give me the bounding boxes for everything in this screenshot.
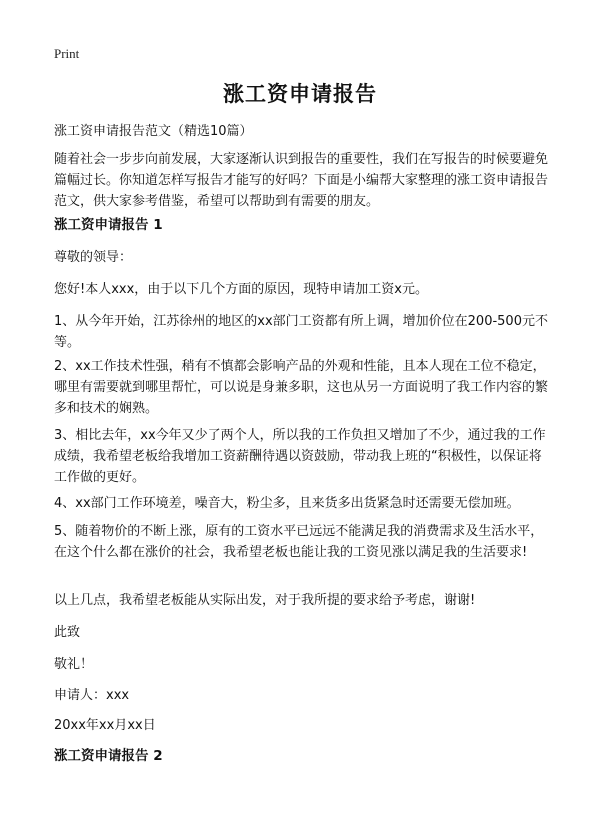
print-link[interactable]: Print (54, 46, 80, 61)
applicant: 申请人：xxx (54, 688, 130, 703)
sign-off-1: 此致 (54, 625, 81, 640)
section-heading-1: 涨工资申请报告 1 (54, 217, 163, 233)
closing-paragraph: 以上几点，我希望老板能从实际出发，对于我所提的要求给予考虑，谢谢! (54, 593, 476, 608)
sign-off-2: 敬礼！ (54, 657, 94, 672)
opening-paragraph: 您好!本人xxx，由于以下几个方面的原因，现特申请加工资x元。 (54, 282, 428, 297)
document-title: 涨工资申请报告 (223, 82, 377, 106)
point-5: 5、随着物价的不断上涨，原有的工资水平已远远不能满足我的消费需求及生活水平，在这个什么都在涨价的社会，我希望老板也能让我的工资见涨以满足我的生活要求! (54, 524, 544, 560)
salutation: 尊敬的领导： (54, 250, 133, 265)
point-4: 4、xx部门工作环境差，噪音大，粉尘多，且来货多出货紧急时还需要无偿加班。 (54, 496, 520, 511)
date: 20xx年xx月xx日 (54, 718, 156, 733)
section-heading-2: 涨工资申请报告 2 (54, 748, 163, 764)
point-1: 1、从今年开始，江苏徐州的地区的xx部门工资都有所上调，增加价位在200-500元不等。 (54, 314, 548, 350)
intro-paragraph: 随着社会一步步向前发展，大家逐渐认识到报告的重要性，我们在写报告的时候要避免篇幅过长。你知道怎样写报告才能写的好吗？下面是小编帮大家整理的涨工资申请报告范文，供大家参考借鉴，希望可以帮助到有需要的朋友。 (54, 152, 549, 209)
document-subtitle: 涨工资申请报告范文（精选10篇） (54, 124, 253, 139)
point-2: 2、xx工作技术性强，稍有不慎都会影响产品的外观和性能，且本人现在工位不稳定，哪里有需要就到哪里帮忙，可以说是身兼多职，这也从另一方面说明了我工作内容的繁多和技术的娴熟。 (54, 359, 549, 416)
point-3: 3、相比去年，xx今年又少了两个人，所以我的工作负担又增加了不少，通过我的工作成绩，我希望老板给我增加工资薪酬待遇以资鼓励，带动我上班的“积极性，以保证将工作做的更好。 (54, 428, 546, 485)
